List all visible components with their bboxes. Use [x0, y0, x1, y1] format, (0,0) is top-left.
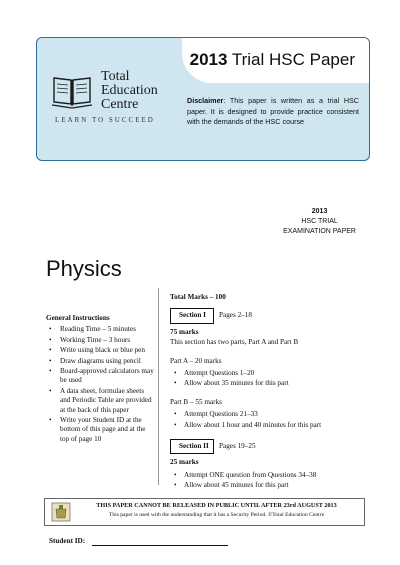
section2-label: Section II — [170, 439, 214, 454]
section2-item: • Attempt ONE question from Questions 34–38 — [170, 471, 370, 480]
exam-year: 2013 — [311, 208, 328, 215]
instruction-item: • Reading Time – 5 minutes — [46, 325, 156, 334]
book-icon — [51, 74, 95, 110]
logo-line-1: Total — [101, 69, 130, 84]
disclaimer-label: Disclaimer — [187, 96, 224, 105]
logo-line-2: Education — [101, 83, 158, 98]
logo-line-3: Centre — [101, 97, 139, 112]
partA-item: • Allow about 35 minutes for this part — [170, 379, 370, 388]
header-box — [36, 37, 370, 161]
seal-icon — [51, 502, 71, 522]
logo-text — [101, 70, 158, 112]
paper-title — [190, 50, 355, 70]
total-marks: Total Marks – 100 — [170, 293, 226, 301]
paper-year: 2013 — [189, 50, 228, 69]
instruction-item: • Draw diagrams using pencil — [46, 357, 156, 366]
partA-title: Part A – 20 marks — [170, 356, 222, 365]
student-id-label: Student ID: — [49, 537, 86, 545]
section1-desc: This section has two parts, Part A and Part B — [170, 338, 299, 347]
section2-pages: Pages 19–25 — [219, 442, 256, 451]
section1-label: Section I — [170, 308, 214, 323]
instruction-item: • Write using black or blue pen — [46, 346, 156, 355]
tec-logo — [51, 70, 181, 130]
disclaimer-text: : This paper is written as a trial HSC paper. It is designed to provide practice consistent with the demands of the HSC course — [187, 96, 359, 126]
disclaimer — [187, 96, 359, 128]
subject-title: Physics — [46, 256, 122, 281]
instruction-item: • Working Time – 3 hours — [46, 336, 156, 345]
logo-tagline: LEARN TO SUCCEED — [55, 116, 155, 124]
paper-title-text: Trial HSC Paper — [231, 50, 355, 69]
notice-line-1: THIS PAPER CANNOT BE RELEASED IN PUBLIC UNTIL AFTER 23rd AUGUST 2013 — [96, 502, 337, 509]
partB-item: • Attempt Questions 21–33 — [170, 410, 370, 419]
general-instructions — [46, 314, 156, 445]
instruction-item: • Board-approved calculators may be used — [46, 367, 156, 386]
security-notice — [44, 498, 365, 526]
instruction-item: • A data sheet, formulae sheets and Periodic Table are provided at the back of this paper — [46, 387, 156, 415]
exam-meta — [283, 207, 356, 237]
general-instructions-heading: General Instructions — [46, 314, 110, 322]
partB-title: Part B – 55 marks — [170, 397, 222, 406]
exam-type: HSC TRIAL — [301, 218, 338, 225]
partA-item: • Attempt Questions 1–20 — [170, 369, 370, 378]
section2-item: • Allow about 45 minutes for this part — [170, 481, 370, 490]
column-divider — [158, 288, 159, 485]
sections-column — [170, 293, 370, 492]
section1-pages: Pages 2–18 — [219, 311, 252, 320]
section1-header — [170, 308, 370, 323]
notice-line-2: This paper is used with the understanding that it has a Security Period. ©Total Education Centre — [108, 512, 325, 518]
section1-marks: 75 marks — [170, 327, 199, 336]
student-id-field[interactable] — [92, 545, 228, 546]
section2-marks: 25 marks — [170, 458, 199, 467]
exam-paper-label: EXAMINATION PAPER — [283, 228, 356, 235]
partB-item: • Allow about 1 hour and 40 minutes for this part — [170, 421, 370, 430]
section2-header — [170, 439, 370, 454]
instruction-item: • Write your Student ID at the bottom of this page and at the top of page 10 — [46, 416, 156, 444]
